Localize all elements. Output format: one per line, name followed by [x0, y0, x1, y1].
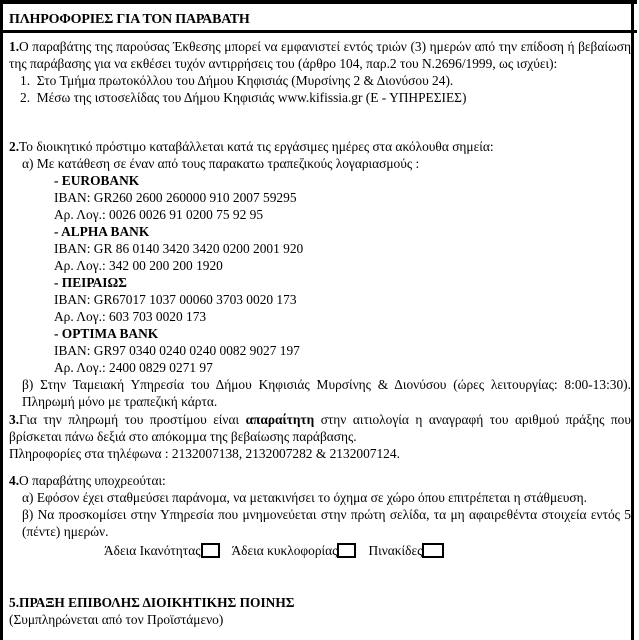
checkbox-vehicle-registration[interactable]: [232, 542, 357, 559]
section-2-intro: [9, 138, 631, 155]
bank-iban: IBAN: GR67017 1037 00060 3703 0020 173: [54, 292, 297, 307]
section-5-title: 5.ΠΡΑΞΗ ΕΠΙΒΟΛΗΣ ΔΙΟΙΚΗΤΙΚΗΣ ΠΟΙΝΗΣ: [9, 595, 295, 610]
section-2: [9, 138, 631, 410]
section-1-text: Ο παραβάτης της παρούσας Έκθεσης μπορεί να εμφανιστεί εντός τριών (3) ημερών από την επίδοση ή βεβαίωση της παράβασης για να εκθέσει τυχόν αντιρρήσεις του (άρθρο 104, παρ.2 του Ν.2696/1999, ως ισχύει):: [9, 39, 631, 71]
section-2-text: Το διοικητικό πρόστιμο καταβάλλεται κατά τις εργάσιμες ημέρες στα ακόλουθα σημεία:: [19, 139, 494, 154]
section-4-option-a: α) Εφόσον έχει σταθμεύσει παράνομα, να μετακινήσει το όχημα σε χώρο όπου επιτρέπεται η στάθμευση.: [22, 490, 587, 505]
section-5: [9, 594, 631, 628]
bank-name: - ΠΕΙΡΑΙΩΣ: [54, 275, 127, 290]
list-item-text: Μέσω της ιστοσελίδας του Δήμου Κηφισιάς www.kifissia.gr (Ε - ΥΠΗΡΕΣΙΕΣ): [36, 90, 467, 105]
section-2-option-a: α) Με κατάθεση σε έναν από τους παρακατω τραπεζικούς λογαριασμούς :: [22, 156, 420, 171]
checkbox-label: Άδεια Ικανότητας: [104, 543, 201, 558]
bank-account: Αρ. Λογ.: 0026 0026 91 0200 75 92 95: [54, 207, 264, 222]
section-3-emphasis: απαραίτητη: [245, 412, 315, 427]
checkbox-driving-license[interactable]: [104, 542, 220, 559]
section-3-phones: Πληροφορίες στα τηλέφωνα : 2132007138, 2132007282 & 2132007124.: [9, 446, 400, 461]
bank-account: Αρ. Λογ.: 2400 0829 0271 97: [54, 360, 213, 375]
section-3-text: [9, 411, 631, 445]
section-1-number: 1.: [9, 39, 20, 54]
section-4-intro: [9, 472, 631, 489]
section-1-intro: [9, 38, 631, 72]
section-3-text-before: Για την πληρωμή του προστίμου είναι: [19, 412, 246, 427]
list-item: [9, 89, 631, 106]
section-3: [9, 411, 631, 462]
header-divider: [0, 30, 637, 33]
section-1-list: [9, 72, 631, 106]
section-1: [9, 38, 631, 106]
bank-name: - ALPHA BANK: [54, 224, 150, 239]
section-3-number: 3.: [9, 412, 20, 427]
bank-account: Αρ. Λογ.: 603 703 0020 173: [54, 309, 207, 324]
header-section: [3, 4, 634, 30]
bank-name: - OPTIMA BANK: [54, 326, 159, 341]
section-4-text: Ο παραβάτης υποχρεούται:: [19, 473, 166, 488]
checkbox-license-plates[interactable]: [368, 542, 444, 559]
checkbox-box[interactable]: [201, 543, 220, 558]
bank-account: Αρ. Λογ.: 342 00 200 200 1920: [54, 258, 223, 273]
section-4: [9, 472, 631, 559]
checkbox-label: Άδεια κυκλοφορίας: [231, 543, 338, 558]
section-4-option-b: β) Να προσκομίσει στην Υπηρεσία που μνημονεύεται στην πρώτη σελίδα, τα μη αφαιρεθέντα στοιχεία εντός 5 (πέντε) ημερών.: [22, 507, 631, 539]
list-marker: 2.: [20, 90, 31, 105]
bank-iban: IBAN: GR97 0340 0240 0240 0082 9027 197: [54, 343, 300, 358]
checkbox-box[interactable]: [422, 543, 444, 558]
bank-list: [9, 172, 631, 376]
document-checkboxes: [9, 542, 631, 559]
section-2-number: 2.: [9, 139, 20, 154]
page-title: ΠΛΗΡΟΦΟΡΙΕΣ ΓΙΑ ΤΟΝ ΠΑΡΑΒΑΤΗ: [9, 12, 250, 27]
bank-name: - EUROBANK: [54, 173, 140, 188]
section-2-option-b: β) Στην Ταμειακή Υπηρεσία του Δήμου Κηφισιάς Μυρσίνης & Διονύσου (ώρες λειτουργίας: 8:00-13:30). Πληρωμή μόνο με τραπεζική κάρτα.: [22, 377, 631, 409]
section-4-number: 4.: [9, 473, 20, 488]
list-item-text: Στο Τμήμα πρωτοκόλλου του Δήμου Κηφισιάς (Μυρσίνης 2 & Διονύσου 24).: [36, 73, 454, 88]
checkbox-box[interactable]: [337, 543, 356, 558]
list-marker: 1.: [20, 73, 31, 88]
list-item: [9, 72, 631, 89]
section-5-subtitle: (Συμπληρώνεται από τον Προϊστάμενο): [9, 612, 224, 627]
bank-iban: IBAN: GR260 2600 260000 910 2007 59295: [54, 190, 297, 205]
section-3-text-after: στην αιτιολογία η αναγραφή του αριθμού πράξης που βρίσκεται πάνω δεξιά στο απόκομμα της βεβαίωσης παράβασης.: [9, 412, 631, 444]
checkbox-label: Πινακίδες: [368, 543, 423, 558]
bank-iban: IBAN: GR 86 0140 3420 3420 0200 2001 920: [54, 241, 304, 256]
